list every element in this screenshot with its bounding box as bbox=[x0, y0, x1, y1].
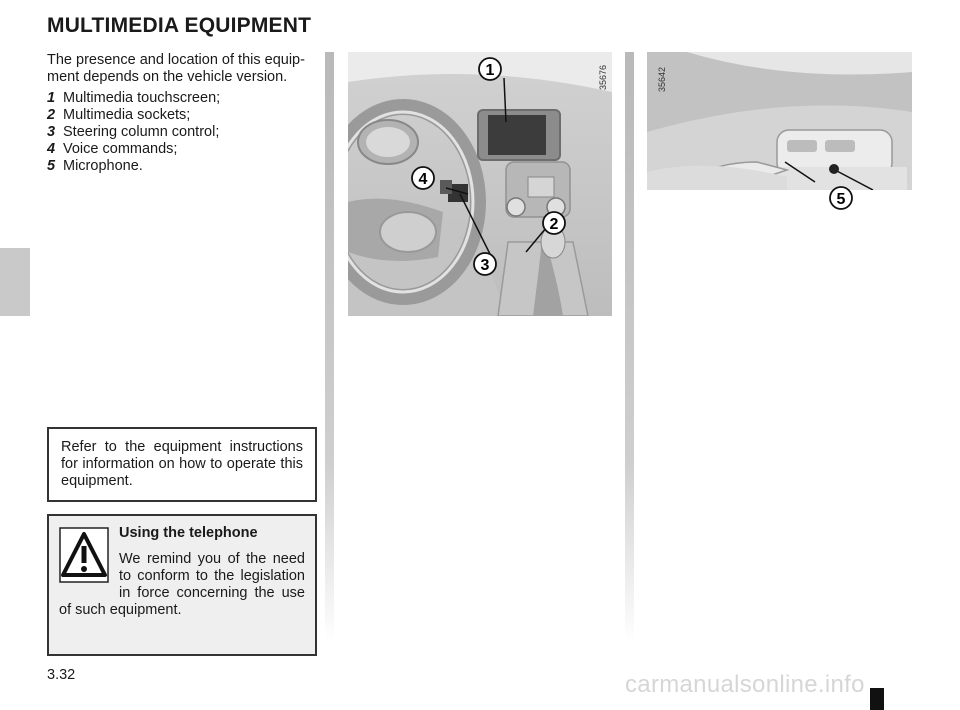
page-number: 3.32 bbox=[47, 667, 76, 683]
equipment-list bbox=[47, 90, 312, 175]
item-label: Voice commands; bbox=[63, 141, 178, 157]
page-title: MULTIMEDIA EQUIPMENT bbox=[47, 14, 312, 37]
watermark: carmanualsonline.info bbox=[625, 671, 865, 698]
roof-console-illustration bbox=[647, 52, 912, 190]
item-label: Multimedia sockets; bbox=[63, 107, 191, 123]
warning-box bbox=[47, 514, 317, 656]
intro-text: The presence and location of this equip-ment depends on the vehicle version. bbox=[47, 52, 305, 85]
warning-text: We remind you of the need to conform to the legislation in force concerning the use of such equipment. bbox=[59, 551, 305, 618]
item-label: Microphone. bbox=[63, 158, 143, 174]
svg-text:2: 2 bbox=[549, 216, 559, 233]
list-item bbox=[47, 107, 312, 124]
column-divider-left bbox=[325, 52, 334, 642]
item-label: Multimedia touchscreen; bbox=[63, 90, 221, 106]
page-corner-mark bbox=[870, 688, 884, 710]
svg-text:5: 5 bbox=[836, 191, 846, 208]
list-item bbox=[47, 158, 312, 175]
svg-text:4: 4 bbox=[418, 171, 428, 188]
figure-code: 35676 bbox=[598, 64, 608, 90]
info-note-box: Refer to the equipment instructions for information on how to operate this equipment. bbox=[47, 427, 317, 502]
roof-console-drawing bbox=[647, 52, 912, 190]
section-tab bbox=[0, 248, 30, 316]
callout-5-leader bbox=[800, 168, 801, 169]
figure-code: 35642 bbox=[657, 66, 667, 92]
warning-title: Using the telephone bbox=[119, 525, 258, 541]
dashboard-illustration bbox=[348, 52, 612, 316]
callout-2 bbox=[543, 212, 565, 234]
item-number: 2 bbox=[47, 107, 56, 123]
item-number: 5 bbox=[47, 158, 56, 174]
svg-text:1: 1 bbox=[485, 62, 495, 79]
list-item bbox=[47, 124, 312, 141]
item-number: 4 bbox=[47, 141, 56, 157]
item-number: 3 bbox=[47, 124, 56, 140]
item-number: 1 bbox=[47, 90, 56, 106]
callout-1 bbox=[479, 58, 501, 80]
callout-3 bbox=[474, 253, 496, 275]
warning-triangle-icon bbox=[59, 527, 109, 583]
callout-4 bbox=[412, 167, 434, 189]
list-item bbox=[47, 90, 312, 107]
item-label: Steering column control; bbox=[63, 124, 220, 140]
dashboard-drawing bbox=[348, 52, 612, 316]
callout-5 bbox=[828, 185, 854, 211]
list-item bbox=[47, 141, 312, 158]
svg-text:3: 3 bbox=[480, 257, 490, 274]
column-divider-right bbox=[625, 52, 634, 642]
